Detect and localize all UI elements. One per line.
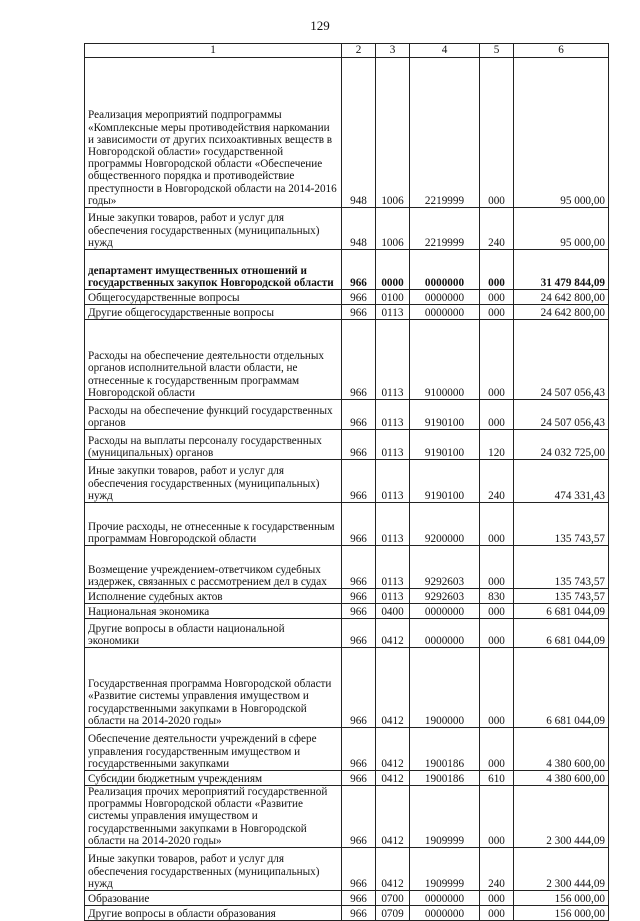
- row-code-cell: 966: [342, 786, 376, 848]
- row-section-cell: 0412: [376, 848, 410, 891]
- row-target-cell: 1909999: [410, 786, 480, 848]
- row-target-cell: 0000000: [410, 891, 480, 906]
- row-name-cell: департамент имущественных отношений и государственных закупок Новгородской области: [85, 250, 342, 290]
- row-type-cell: 000: [480, 786, 514, 848]
- row-code-cell: 966: [342, 891, 376, 906]
- row-section-cell: 0400: [376, 604, 410, 619]
- row-code-cell: 966: [342, 305, 376, 320]
- row-type-cell: 000: [480, 250, 514, 290]
- row-section-cell: 1006: [376, 208, 410, 250]
- row-target-cell: 9190100: [410, 400, 480, 430]
- row-target-cell: 0000000: [410, 906, 480, 921]
- row-amount-cell: 135 743,57: [514, 589, 609, 604]
- row-name-cell: Возмещение учреждением-ответчиком судебных издержек, связанных с рассмотрением дел в судах: [85, 546, 342, 589]
- row-amount-cell: 95 000,00: [514, 58, 609, 208]
- row-amount-cell: 6 681 044,09: [514, 648, 609, 728]
- row-name-cell: Реализация прочих мероприятий государственной программы Новгородской области «Развитие системы управления имуществом и государственными закупками в Новгородской области на 2014-2020 годы»: [85, 786, 342, 848]
- table-row: [85, 305, 609, 320]
- row-type-cell: 000: [480, 728, 514, 771]
- row-target-cell: 1909999: [410, 848, 480, 891]
- row-section-cell: 0412: [376, 786, 410, 848]
- row-code-cell: 966: [342, 430, 376, 460]
- row-amount-cell: 24 032 725,00: [514, 430, 609, 460]
- row-target-cell: 0000000: [410, 250, 480, 290]
- table-row: [85, 290, 609, 305]
- row-amount-cell: 24 507 056,43: [514, 400, 609, 430]
- row-type-cell: 000: [480, 604, 514, 619]
- row-name-cell: Расходы на выплаты персоналу государственных (муниципальных) органов: [85, 430, 342, 460]
- row-section-cell: 0412: [376, 771, 410, 786]
- row-target-cell: 1900000: [410, 648, 480, 728]
- row-amount-cell: 156 000,00: [514, 906, 609, 921]
- row-target-cell: 0000000: [410, 290, 480, 305]
- row-section-cell: 0113: [376, 400, 410, 430]
- row-type-cell: 240: [480, 848, 514, 891]
- row-type-cell: 000: [480, 906, 514, 921]
- row-amount-cell: 156 000,00: [514, 891, 609, 906]
- row-name-cell: Обеспечение деятельности учреждений в сфере управления государственным имуществом и государственными закупками: [85, 728, 342, 771]
- row-section-cell: 1006: [376, 58, 410, 208]
- table-row: [85, 320, 609, 400]
- row-section-cell: 0113: [376, 320, 410, 400]
- table-row: [85, 848, 609, 891]
- table-row: [85, 460, 609, 503]
- row-code-cell: 966: [342, 771, 376, 786]
- budget-table: [84, 43, 609, 921]
- column-header: 5: [480, 44, 514, 58]
- row-name-cell: Общегосударственные вопросы: [85, 290, 342, 305]
- row-name-cell: Расходы на обеспечение функций государственных органов: [85, 400, 342, 430]
- row-name-cell: Реализация мероприятий подпрограммы «Комплексные меры противодействия наркомании и зависимости от других психоактивных веществ в Новгородской области» государственной программы Новгородской области «Обеспечение общественного порядка и противодействие преступности в Новгородской области на 2014-2016 годы»: [85, 58, 342, 208]
- table-row: [85, 589, 609, 604]
- row-name-cell: Другие вопросы в области образования: [85, 906, 342, 921]
- row-section-cell: 0000: [376, 250, 410, 290]
- row-name-cell: Государственная программа Новгородской области «Развитие системы управления имуществом и государственными закупками в Новгородской области на 2014-2020 годы»: [85, 648, 342, 728]
- row-amount-cell: 135 743,57: [514, 546, 609, 589]
- row-code-cell: 966: [342, 546, 376, 589]
- table-row: [85, 208, 609, 250]
- table-row: [85, 503, 609, 546]
- row-type-cell: 000: [480, 400, 514, 430]
- row-section-cell: 0412: [376, 728, 410, 771]
- row-target-cell: 0000000: [410, 305, 480, 320]
- row-target-cell: 2219999: [410, 208, 480, 250]
- row-name-cell: Иные закупки товаров, работ и услуг для обеспечения государственных (муниципальных) нужд: [85, 208, 342, 250]
- table-row: [85, 786, 609, 848]
- row-code-cell: 948: [342, 208, 376, 250]
- table-row: [85, 771, 609, 786]
- row-section-cell: 0412: [376, 619, 410, 648]
- table-row: [85, 250, 609, 290]
- row-amount-cell: 6 681 044,09: [514, 604, 609, 619]
- row-amount-cell: 24 642 800,00: [514, 290, 609, 305]
- row-code-cell: 966: [342, 400, 376, 430]
- row-type-cell: 000: [480, 619, 514, 648]
- row-section-cell: 0709: [376, 906, 410, 921]
- row-code-cell: 948: [342, 58, 376, 208]
- column-header: 1: [85, 44, 342, 58]
- row-section-cell: 0113: [376, 589, 410, 604]
- row-amount-cell: 4 380 600,00: [514, 771, 609, 786]
- row-target-cell: 9292603: [410, 546, 480, 589]
- row-name-cell: Национальная экономика: [85, 604, 342, 619]
- row-amount-cell: 474 331,43: [514, 460, 609, 503]
- row-code-cell: 966: [342, 648, 376, 728]
- row-section-cell: 0412: [376, 648, 410, 728]
- row-type-cell: 000: [480, 503, 514, 546]
- row-name-cell: Исполнение судебных актов: [85, 589, 342, 604]
- column-header: 3: [376, 44, 410, 58]
- row-name-cell: Прочие расходы, не отнесенные к государственным программам Новгородской области: [85, 503, 342, 546]
- row-code-cell: 966: [342, 906, 376, 921]
- row-type-cell: 240: [480, 460, 514, 503]
- row-target-cell: 9292603: [410, 589, 480, 604]
- row-target-cell: 1900186: [410, 771, 480, 786]
- row-code-cell: 966: [342, 290, 376, 305]
- row-amount-cell: 2 300 444,09: [514, 848, 609, 891]
- column-header: 6: [514, 44, 609, 58]
- table-row: [85, 891, 609, 906]
- row-section-cell: 0113: [376, 430, 410, 460]
- row-section-cell: 0113: [376, 546, 410, 589]
- row-type-cell: 000: [480, 320, 514, 400]
- page-number: 129: [310, 18, 330, 33]
- row-amount-cell: 135 743,57: [514, 503, 609, 546]
- table-row: [85, 604, 609, 619]
- table-row: [85, 619, 609, 648]
- row-amount-cell: 31 479 844,09: [514, 250, 609, 290]
- row-section-cell: 0100: [376, 290, 410, 305]
- table-row: [85, 400, 609, 430]
- row-type-cell: 830: [480, 589, 514, 604]
- row-type-cell: 610: [480, 771, 514, 786]
- row-code-cell: 966: [342, 619, 376, 648]
- row-target-cell: 9190100: [410, 460, 480, 503]
- row-type-cell: 120: [480, 430, 514, 460]
- row-target-cell: 0000000: [410, 619, 480, 648]
- row-target-cell: 2219999: [410, 58, 480, 208]
- column-header: 4: [410, 44, 480, 58]
- row-amount-cell: 24 507 056,43: [514, 320, 609, 400]
- column-header: 2: [342, 44, 376, 58]
- row-name-cell: Субсидии бюджетным учреждениям: [85, 771, 342, 786]
- row-code-cell: 966: [342, 460, 376, 503]
- row-code-cell: 966: [342, 728, 376, 771]
- row-target-cell: 9100000: [410, 320, 480, 400]
- row-target-cell: 0000000: [410, 604, 480, 619]
- row-code-cell: 966: [342, 604, 376, 619]
- row-code-cell: 966: [342, 848, 376, 891]
- row-type-cell: 000: [480, 891, 514, 906]
- row-type-cell: 000: [480, 305, 514, 320]
- row-amount-cell: 4 380 600,00: [514, 728, 609, 771]
- table-row: [85, 728, 609, 771]
- table-header-row: [85, 44, 609, 58]
- table-row: [85, 648, 609, 728]
- row-section-cell: 0113: [376, 460, 410, 503]
- row-type-cell: 000: [480, 648, 514, 728]
- row-amount-cell: 24 642 800,00: [514, 305, 609, 320]
- row-target-cell: 9190100: [410, 430, 480, 460]
- row-code-cell: 966: [342, 589, 376, 604]
- row-amount-cell: 95 000,00: [514, 208, 609, 250]
- row-section-cell: 0113: [376, 305, 410, 320]
- row-code-cell: 966: [342, 250, 376, 290]
- row-type-cell: 000: [480, 58, 514, 208]
- row-name-cell: Иные закупки товаров, работ и услуг для обеспечения государственных (муниципальных) нужд: [85, 460, 342, 503]
- table-row: [85, 58, 609, 208]
- row-name-cell: Другие вопросы в области национальной экономики: [85, 619, 342, 648]
- row-type-cell: 000: [480, 290, 514, 305]
- table-row: [85, 906, 609, 921]
- row-type-cell: 240: [480, 208, 514, 250]
- row-amount-cell: 2 300 444,09: [514, 786, 609, 848]
- row-target-cell: 9200000: [410, 503, 480, 546]
- table-row: [85, 546, 609, 589]
- row-name-cell: Другие общегосударственные вопросы: [85, 305, 342, 320]
- row-target-cell: 1900186: [410, 728, 480, 771]
- row-name-cell: Образование: [85, 891, 342, 906]
- row-code-cell: 966: [342, 320, 376, 400]
- row-amount-cell: 6 681 044,09: [514, 619, 609, 648]
- row-name-cell: Иные закупки товаров, работ и услуг для обеспечения государственных (муниципальных) нужд: [85, 848, 342, 891]
- row-name-cell: Расходы на обеспечение деятельности отдельных органов исполнительной власти области, не отнесенные к государственным программам Новгородской области: [85, 320, 342, 400]
- row-section-cell: 0700: [376, 891, 410, 906]
- row-code-cell: 966: [342, 503, 376, 546]
- table-row: [85, 430, 609, 460]
- row-section-cell: 0113: [376, 503, 410, 546]
- row-type-cell: 000: [480, 546, 514, 589]
